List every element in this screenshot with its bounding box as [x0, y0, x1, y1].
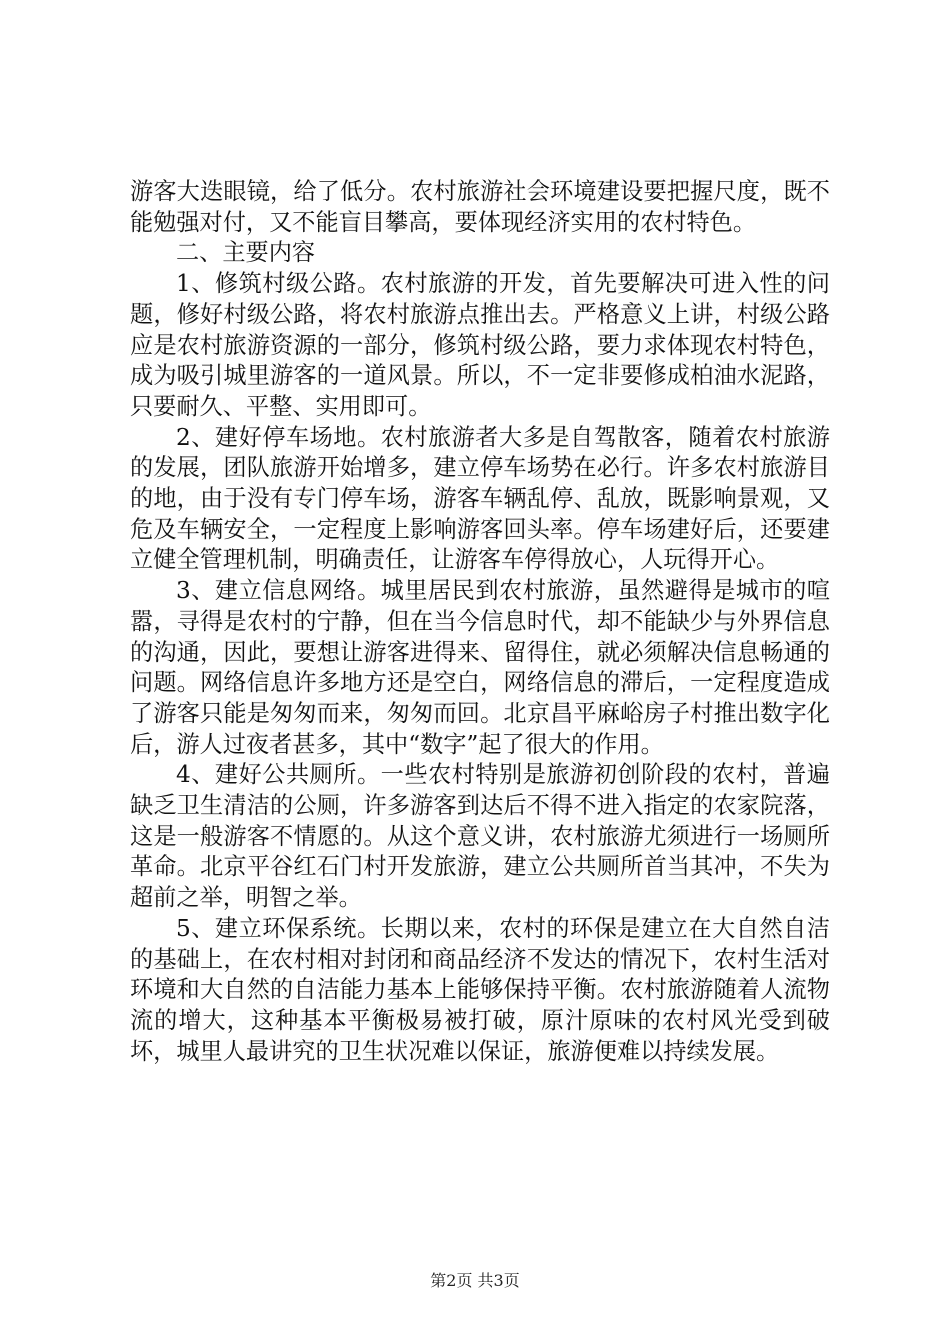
section-heading: 二、主要内容 [176, 239, 316, 267]
paragraph-item-4: 4、建好公共厕所。一些农村特别是旅游初创阶段的农村，普遍缺乏卫生清洁的公厕，许多游客到达后不得不进入指定的农家院落，这是一般游客不情愿的。从这个意义讲，农村旅游尤须进行一场厕所革命。北京平谷红石门村开发旅游，建立公共厕所首当其冲，不失为超前之举，明智之举。 [130, 761, 830, 912]
paragraph-continuation: 游客大迭眼镜，给了低分。农村旅游社会环境建设要把握尺度，既不能勉强对付，又不能盲目攀高，要体现经济实用的农村特色。 [130, 178, 830, 236]
paragraph-item-3: 3、建立信息网络。城里居民到农村旅游，虽然避得是城市的喧嚣，寻得是农村的宁静，但在当今信息时代，却不能缺少与外界信息的沟通，因此，要想让游客进得来、留得住，就必须解决信息畅通的问题。网络信息许多地方还是空白，网络信息的滞后，一定程度造成了游客只能是匆匆而来，匆匆而回。北京昌平麻峪房子村推出数字化后，游人过夜者甚多，其中“数字”起了很大的作用。 [130, 577, 830, 758]
paragraph-item-5: 5、建立环保系统。长期以来，农村的环保是建立在大自然自洁的基础上，在农村相对封闭和商品经济不发达的情况下，农村生活对环境和大自然的自洁能力基本上能够保持平衡。农村旅游随着人流物流的增大，这种基本平衡极易被打破，原汁原味的农村风光受到破坏，城里人最讲究的卫生状况难以保证，旅游便难以持续发展。 [130, 914, 830, 1065]
paragraph-item-2: 2、建好停车场地。农村旅游者大多是自驾散客，随着农村旅游的发展，团队旅游开始增多，建立停车场势在必行。许多农村旅游目的地，由于没有专门停车场，游客车辆乱停、乱放，既影响景观，又危及车辆安全，一定程度上影响游客回头率。停车场建好后，还要建立健全管理机制，明确责任，让游客车停得放心，人玩得开心。 [130, 423, 830, 574]
paragraph-item-1: 1、修筑村级公路。农村旅游的开发，首先要解决可进入性的问题，修好村级公路，将农村旅游点推出去。严格意义上讲，村级公路应是农村旅游资源的一部分，修筑村级公路，要力求体现农村特色，成为吸引城里游客的一道风景。所以，不一定非要修成柏油水泥路，只要耐久、平整、实用即可。 [130, 270, 830, 420]
page-footer: 第2页 共3页 [430, 1271, 520, 1290]
document-body [130, 177, 830, 1067]
